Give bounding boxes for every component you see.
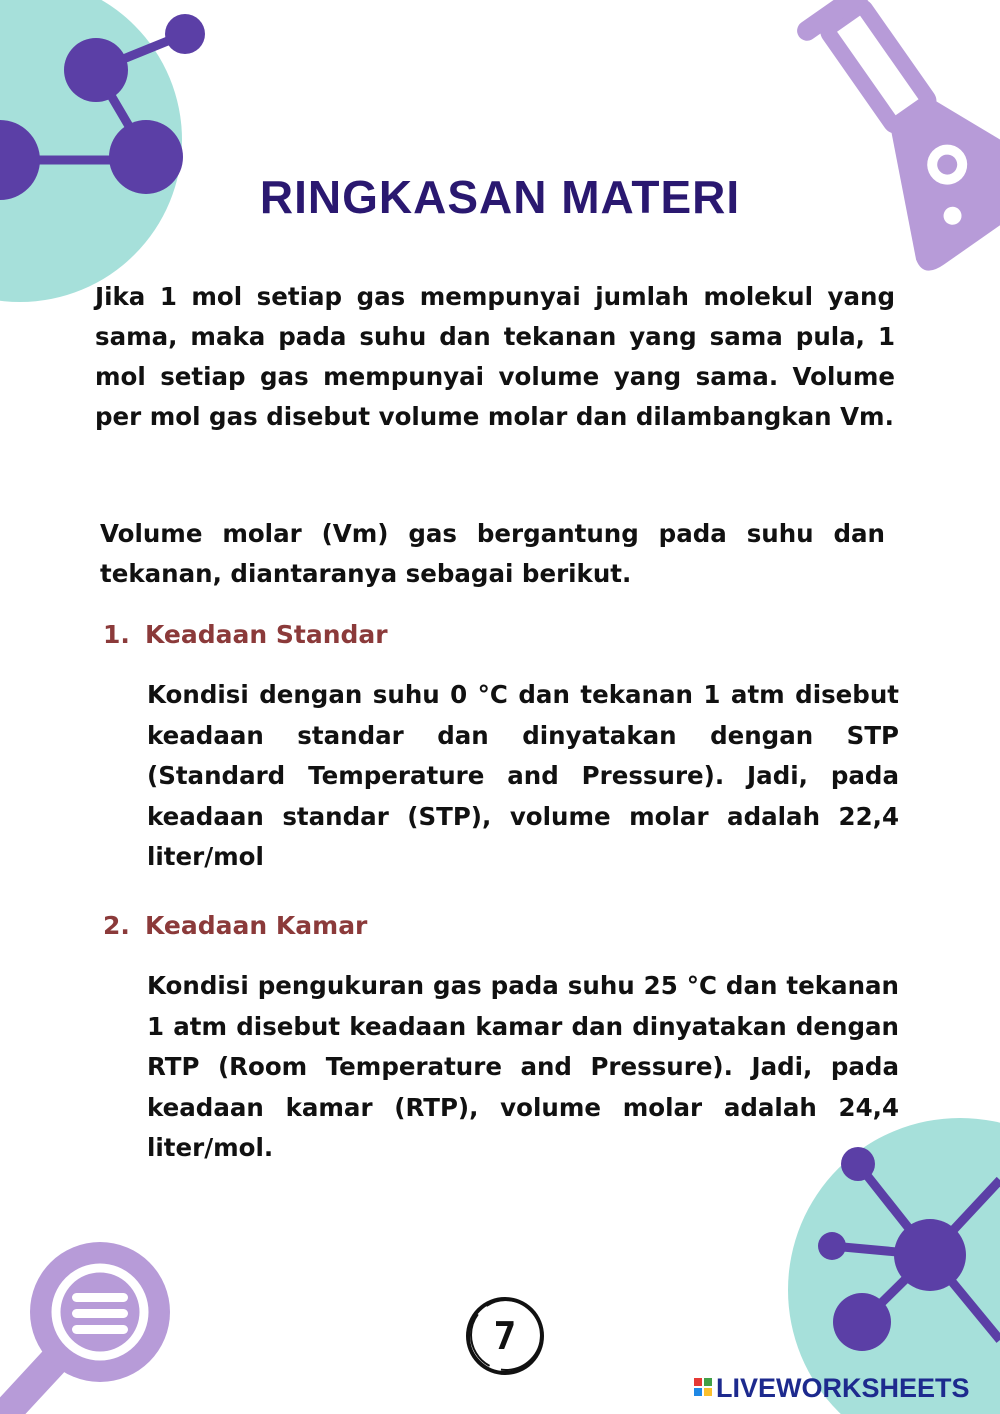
list-item-heading: [103, 911, 367, 940]
lead-paragraph: Volume molar (Vm) gas bergantung pada suhu dan tekanan, diantaranya sebagai berikut.: [100, 519, 885, 588]
magnifier-icon: [5, 1242, 170, 1414]
flask-icon: [766, 0, 1000, 276]
intro-paragraph: Jika 1 mol setiap gas mempunyai jumlah molekul yang sama, maka pada suhu dan tekanan yang sama pula, 1 mol setiap gas mempunyai volume yang sama. Volume per mol gas disebut volume molar dan dilambangkan Vm.: [95, 282, 895, 431]
list-item-number: 1.: [103, 620, 130, 649]
list-item-text: Kondisi dengan suhu 0 °C dan tekanan 1 atm disebut keadaan standar dan dinyatakan dengan STP (Standard Temperature and Pressure). Jadi, pada keadaan standar (STP), volume molar adalah 22,4 liter/mol: [147, 680, 899, 871]
page-title: RINGKASAN MATERI: [259, 171, 741, 223]
list-item-title: Keadaan Standar: [145, 620, 388, 649]
brand-text: LIVEWORKSHEETS: [716, 1372, 970, 1403]
page-number: 7: [493, 1314, 517, 1358]
list-item-text: Kondisi pengukuran gas pada suhu 25 °C dan tekanan 1 atm disebut keadaan kamar dan dinyatakan dengan RTP (Room Temperature and Pressure). Jadi, pada keadaan kamar (RTP), volume molar adalah 24,4 liter/mol.: [147, 971, 899, 1162]
list-item-heading: [103, 620, 388, 649]
brand-watermark[interactable]: [692, 1372, 970, 1404]
molecule-icon-top-left: [0, 0, 205, 302]
list-item-number: 2.: [103, 911, 130, 940]
list-item-title: Keadaan Kamar: [145, 911, 368, 940]
